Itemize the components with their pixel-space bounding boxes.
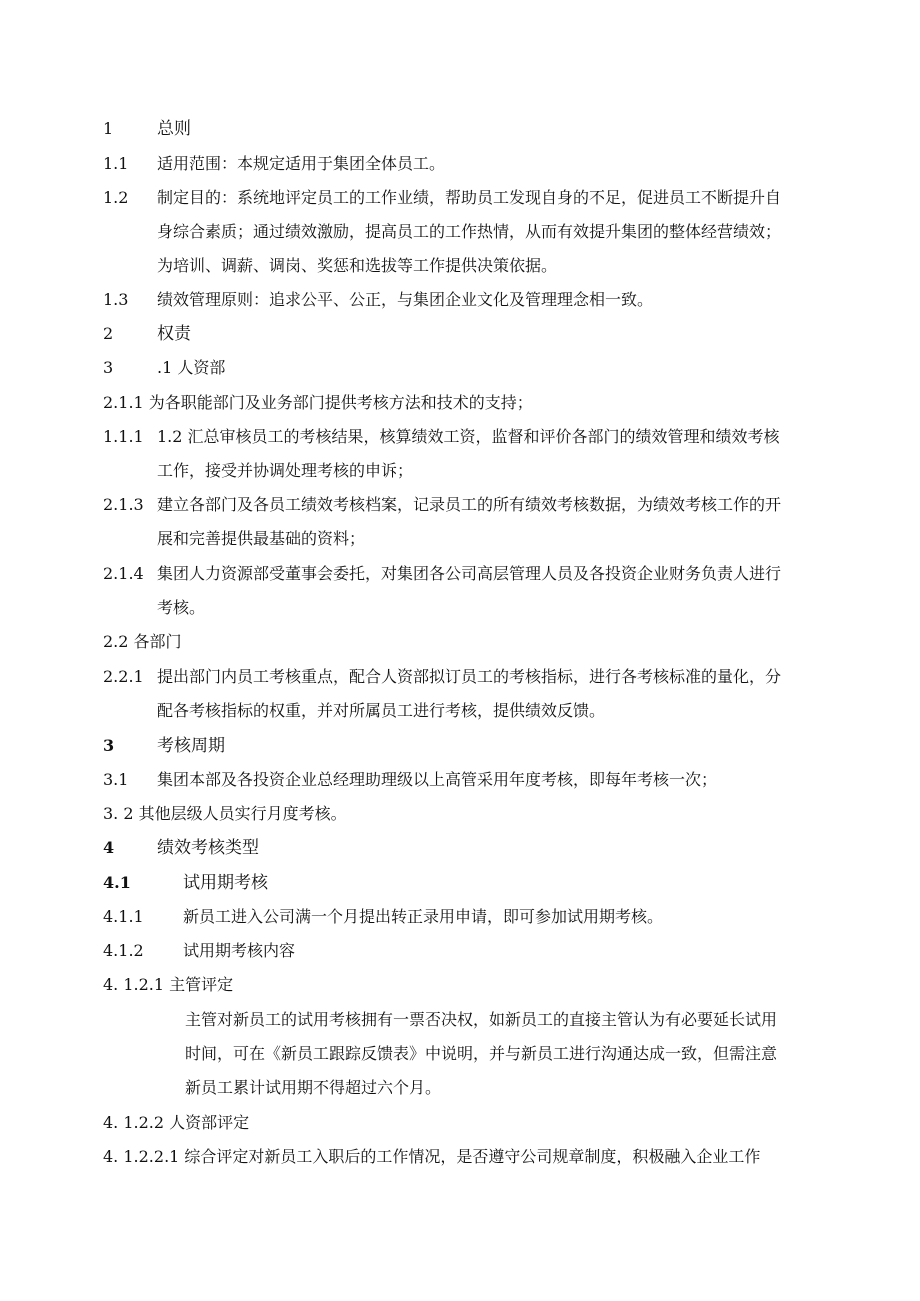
supervisor-paragraph-line-2: 时间，可在《新员工跟踪反馈表》中说明，并与新员工进行沟通达成一致，但需注意	[185, 1044, 778, 1063]
section-4-heading: 绩效考核类型	[157, 838, 259, 858]
section-4-1-2-2-heading: 4. 1.2.2 人资部评定	[103, 1113, 250, 1132]
section-4-1-number: 4.1	[103, 873, 131, 892]
section-1-heading: 总则	[157, 119, 191, 139]
section-4-1-2-text: 试用期考核内容	[183, 941, 296, 960]
section-3-1-text: 集团本部及各投资企业总经理助理级以上高管采用年度考核，即每年考核一次；	[157, 770, 718, 789]
section-2-2-1-line-1: 提出部门内员工考核重点，配合人资部拟订员工的考核指标，进行各考核标准的量化，分	[157, 667, 782, 686]
section-1-2-number: 1.2	[103, 188, 129, 207]
section-4-number: 4	[103, 838, 115, 857]
section-1-1-1-line-1: 1.2 汇总审核员工的考核结果，核算绩效工资，监督和评价各部门的绩效管理和绩效考核	[157, 427, 780, 446]
supervisor-paragraph-line-1: 主管对新员工的试用考核拥有一票否决权，如新员工的直接主管认为有必要延长试用	[185, 1010, 778, 1029]
section-1-1-1-number: 1.1.1	[103, 427, 144, 446]
section-2-1-4-line-1: 集团人力资源部受董事会委托，对集团各公司高层管理人员及各投资企业财务负责人进行	[157, 564, 782, 583]
section-3-1-number: 3.1	[103, 770, 129, 789]
section-1-2-line-1: 制定目的：系统地评定员工的工作业绩，帮助员工发现自身的不足，促进员工不断提升自	[157, 188, 782, 207]
section-2-1-3-number: 2.1.3	[103, 495, 144, 514]
section-4-1-1-text: 新员工进入公司满一个月提出转正录用申请，即可参加试用期考核。	[183, 907, 664, 926]
section-1-3-number: 1.3	[103, 290, 129, 309]
section-1-3-text: 绩效管理原则：追求公平、公正，与集团企业文化及管理理念相一致。	[157, 290, 654, 309]
section-1-1-text: 适用范围：本规定适用于集团全体员工。	[157, 154, 446, 173]
section-2-2-1-line-2: 配各考核指标的权重，并对所属员工进行考核，提供绩效反馈。	[157, 701, 606, 720]
section-3-number: 3	[103, 358, 114, 377]
section-4-1-2-number: 4.1.2	[103, 941, 144, 960]
section-1-1-1-line-2: 工作，接受并协调处理考核的申诉；	[157, 461, 414, 480]
section-1-1-number: 1.1	[103, 154, 129, 173]
section-2-1-heading: .1 人资部	[157, 358, 226, 377]
section-2-number: 2	[103, 324, 114, 343]
section-2-heading: 权责	[157, 324, 191, 344]
section-4-1-2-1-heading: 4. 1.2.1 主管评定	[103, 975, 234, 994]
section-2-2-1-number: 2.2.1	[103, 667, 144, 686]
section-1-number: 1	[103, 119, 114, 138]
section-2-1-4-number: 2.1.4	[103, 564, 144, 583]
section-4-1-2-2-1-text: 4. 1.2.2.1 综合评定对新员工入职后的工作情况，是否遵守公司规章制度，积极融入企业工作	[103, 1147, 761, 1166]
section-3b-heading: 考核周期	[157, 736, 225, 756]
section-1-2-line-2: 身综合素质；通过绩效激励，提高员工的工作热情，从而有效提升集团的整体经营绩效；	[157, 222, 782, 241]
section-4-1-1-number: 4.1.1	[103, 907, 144, 926]
section-1-2-line-3: 为培训、调薪、调岗、奖惩和选拔等工作提供决策依据。	[157, 256, 558, 275]
section-3b-number: 3	[103, 736, 115, 755]
section-2-1-3-line-1: 建立各部门及各员工绩效考核档案，记录员工的所有绩效考核数据，为绩效考核工作的开	[157, 495, 782, 514]
supervisor-paragraph-line-3: 新员工累计试用期不得超过六个月。	[185, 1078, 442, 1097]
section-2-2-heading: 2.2 各部门	[103, 632, 182, 651]
section-4-1-heading: 试用期考核	[183, 873, 268, 893]
section-2-1-3-line-2: 展和完善提供最基础的资料；	[157, 529, 366, 548]
section-2-1-1-text: 2.1.1 为各职能部门及业务部门提供考核方法和技术的支持；	[103, 393, 533, 412]
section-2-1-4-line-2: 考核。	[157, 598, 206, 617]
section-3-2-text: 3. 2 其他层级人员实行月度考核。	[103, 804, 347, 823]
